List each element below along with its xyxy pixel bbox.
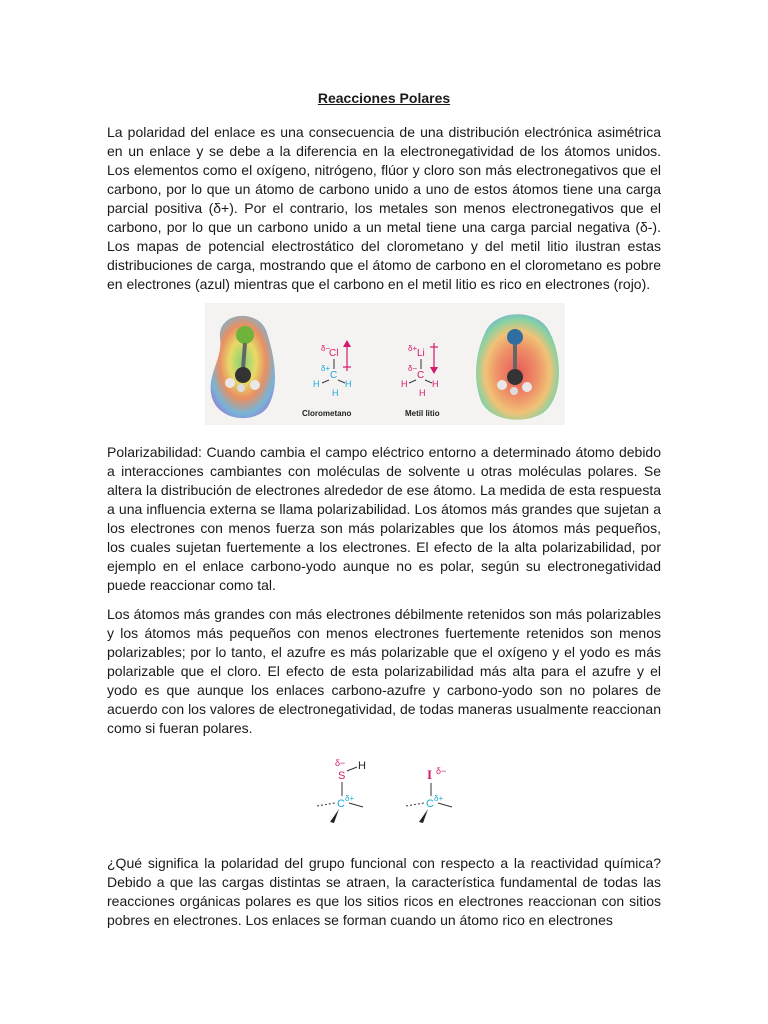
methyllithium-caption: Metil litio [405,409,440,418]
chloromethane-potential-map [211,316,275,418]
carbon-atom-label: C [417,370,425,381]
delta-plus-label: δ+ [345,794,355,803]
hydrogen-atom-label: H [401,379,408,389]
delta-minus-label: δ− [321,344,331,353]
hydrogen-atom-label: H [345,379,352,389]
iodine-atom-label: I [427,767,433,782]
polarizable-bonds-figure [305,755,465,833]
dipole-arrow-icon [430,343,438,374]
iodide-structure [406,766,452,823]
paragraph-polarizability-definition: Polarizabilidad: Cuando cambia el campo eléctrico entorno a determinado átomo debido a interacciones cambiantes con moléculas de solvente u otras moléculas polares. Se altera la distribución de electrones alrededor de ese átomo. La medida de esta respuesta a una influencia externa se llama polarizabilidad. Los átomos más grandes que sujetan a los electrones con menos fuerza son más polarizables que los átomos más pequeños, los cuales sujetan fuertemente a los electrones. El efecto de la alta polarizabilidad, por ejemplo en el enlace carbono-yodo aunque no es polar, según su electronegatividad puede reaccionar como tal. [107,444,661,593]
hydrogen-atom-label: H [313,379,320,389]
paragraph-polarizability-examples: Los átomos más grandes con más electrones débilmente retenidos son más polarizables y los átomos más pequeños con menos electrones fuertemente retenidos son menos polarizables; por lo tanto, el azufre es más polarizable que el oxígeno y el yodo es más polarizable que el cloro. El efecto de esta polarizabilidad más alta para el azufre y el yodo es que aunque los enlaces carbono-azufre y carbono-yodo son no polares de acuerdo con los valores de electronegatividad, de todas maneras usualmente reaccionan como si fueran polares. [107,606,661,736]
delta-plus-label: δ+ [434,794,444,803]
document-title: Reacciones Polares [317,90,451,106]
hydrogen-atom-label: H [419,388,426,398]
sulfur-atom-label: S [338,770,346,782]
delta-minus-label: δ− [335,758,346,768]
delta-plus-label: δ+ [321,364,331,373]
thiol-structure [317,758,366,823]
carbon-atom-label: C [426,798,434,810]
chloromethane-caption: Clorometano [302,409,352,418]
methyllithium-potential-map [476,314,559,420]
methyllithium-structure [401,343,440,418]
delta-minus-label: δ− [436,766,447,776]
delta-minus-label: δ− [408,364,418,373]
paragraph-bond-polarity: La polaridad del enlace es una consecuencia de una distribución electrónica asimétrica en un enlace y se debe a la diferencia en la electronegatividad de los átomos unidos. Los elementos como el oxígeno, nitrógeno, flúor y cloro son más electronegativos que el carbono, por lo que un átomo de carbono unido a uno de estos átomos tiene una carga parcial positiva (δ+). Por el contrario, los metales son menos electronegativos que el carbono, por lo que un carbono unido a un metal tiene una carga parcial negativa (δ-). Los mapas de potencial electrostático del clorometano y del metil litio ilustran estas distribuciones de carga, mostrando que el átomo de carbono en el clorometano es pobre en electrones (azul) mientras que el carbono en el metil litio es rico en electrones (rojo). [107,124,661,292]
paragraph-reactivity: ¿Qué significa la polaridad del grupo funcional con respecto a la reactividad química? Debido a que las cargas distintas se atraen, la característica fundamental de todas las reacciones orgánicas polares es que los sitios ricos en electrones reaccionan con sitios pobres en electrones. Los enlaces se forman cuando un átomo rico en electrones [107,855,661,928]
carbon-atom-label: C [337,798,345,810]
hydrogen-atom-label: H [358,760,366,772]
carbon-atom-label: C [330,370,338,381]
lithium-atom-label: Li [417,348,425,359]
electrostatic-potential-figure [205,303,565,425]
chloromethane-structure [302,340,352,418]
chlorine-atom-label: Cl [329,348,339,359]
hydrogen-atom-label: H [432,379,439,389]
dipole-arrow-icon [343,340,351,371]
hydrogen-atom-label: H [332,388,339,398]
delta-plus-label: δ+ [408,344,418,353]
